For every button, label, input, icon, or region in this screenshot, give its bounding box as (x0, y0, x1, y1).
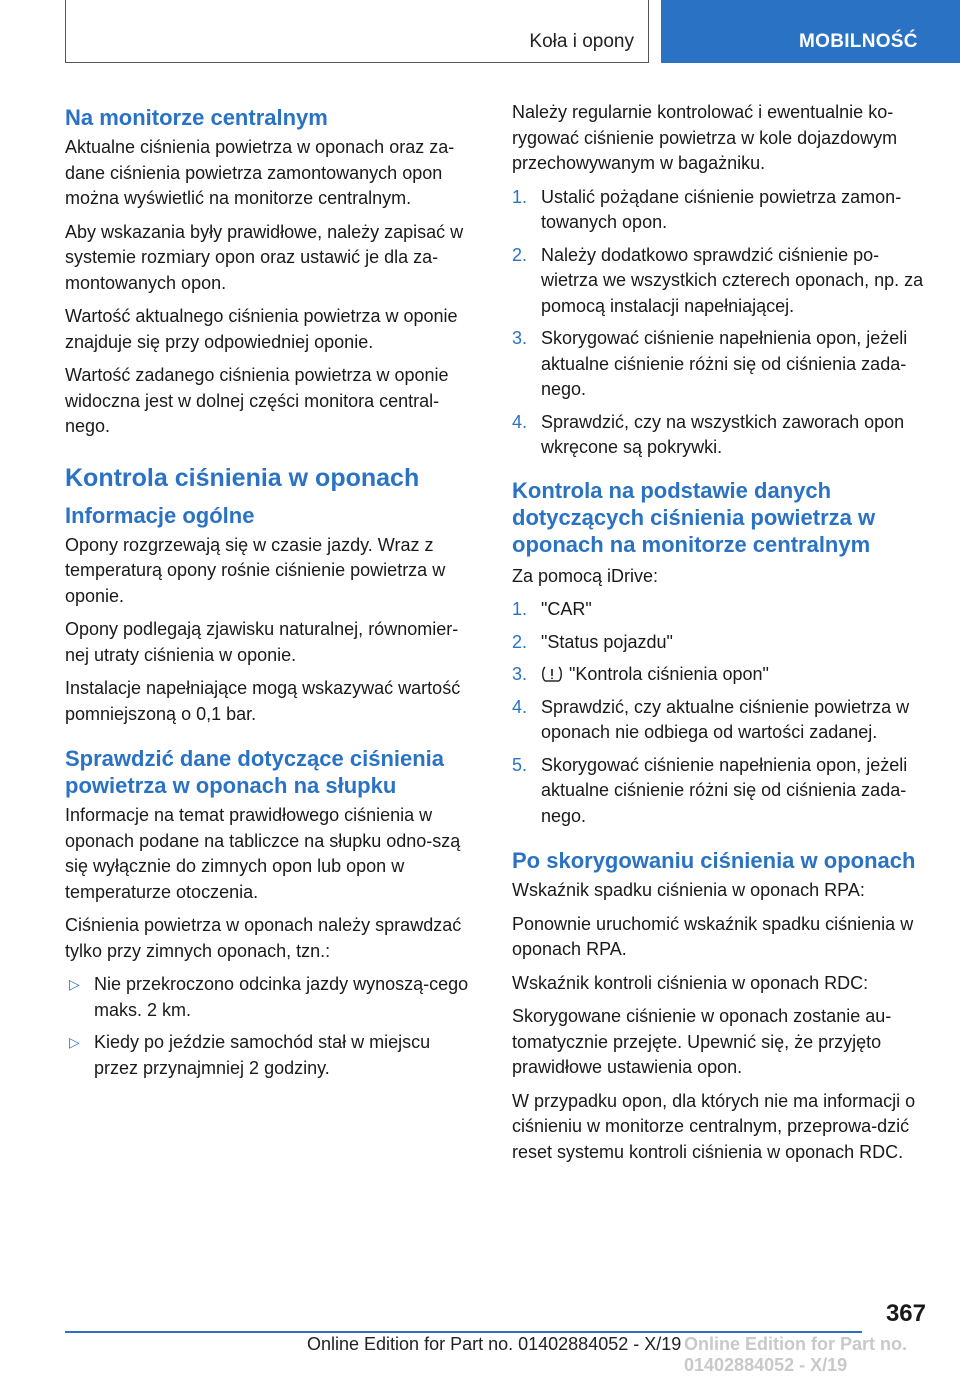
step-number: 1. (512, 186, 528, 207)
step-number: 2. (512, 631, 528, 652)
paragraph: Opony podlegają zjawisku naturalnej, równomier-nej utraty ciśnienia w oponie. (65, 619, 459, 665)
paragraph: Skorygowane ciśnienie w oponach zostanie au-tomatycznie przejęte. Upewnić się, że przyjęto prawidłowe ustawienia opon. (512, 1006, 892, 1077)
step-text: Ustalić pożądane ciśnienie powietrza zamon-towanych opon. (541, 186, 902, 232)
heading-informacje-ogolne: Informacje ogólne (65, 502, 255, 528)
heading-kontrola-cisnienia: Kontrola ciśnienia w oponach (65, 463, 420, 492)
step-number: 4. (512, 696, 528, 717)
paragraph: Należy regularnie kontrolować i ewentualnie ko-rygować ciśnienie powietrza w kole dojazdowym przechowywanym w bagażniku. (512, 102, 898, 173)
tire-pressure-warning-icon (541, 666, 563, 682)
step-number: 3. (512, 328, 528, 348)
list-item-text: Kiedy po jeździe samochód stał w miejscu przez przynajmniej 2 godziny. (94, 1032, 431, 1078)
paragraph: Aktualne ciśnienia powietrza w oponach oraz za-dane ciśnienia powietrza zamontowanych opon można wyświetlić na monitorze centralnym. (65, 137, 455, 208)
step-number: 3. (512, 664, 528, 684)
right-column (512, 100, 926, 1173)
paragraph: Informacje na temat prawidłowego ciśnienia w oponach podane na tabliczce na słupku odno-szą się wyłącznie do zimnych opon lub opon w temperaturze otoczenia. (65, 805, 461, 902)
paragraph: Za pomocą iDrive: (512, 565, 659, 586)
heading-po-skorygowaniu: Po skorygowaniu ciśnienia w oponach (512, 848, 916, 873)
paragraph: Ponownie uruchomić wskaźnik spadku ciśnienia w oponach RPA. (512, 913, 914, 959)
footer-divider (65, 1331, 862, 1333)
paragraph: W przypadku opon, dla których nie ma informacji o ciśnieniu w monitorze centralnym, przeprowa-dzić reset systemu kontroli ciśnienia w oponach RDC. (512, 1090, 916, 1162)
step-text: "Status pojazdu" (541, 631, 673, 652)
steps-list (512, 597, 926, 829)
list-item (512, 326, 926, 403)
list-item (512, 662, 926, 688)
step-text: Sprawdzić, czy aktualne ciśnienie powietrza w oponach nie odbiega od wartości zadanej. (541, 696, 910, 742)
list-item (512, 630, 926, 656)
triangle-bullet-icon: ▷ (69, 976, 80, 992)
footer-watermark: Online Edition for Part no. 01402884052 - X/19 (684, 1334, 907, 1375)
triangle-bullet-icon: ▷ (69, 1034, 80, 1050)
list-item (65, 1030, 479, 1081)
list-item (512, 243, 926, 320)
header-section-title: MOBILNOŚĆ (799, 31, 918, 52)
heading-na-monitorze: Na monitorze centralnym (65, 105, 328, 130)
paragraph: Wartość zadanego ciśnienia powietrza w oponie widoczna jest w dolnej części monitora central-nego. (65, 365, 449, 436)
step-text: Skorygować ciśnienie napełnienia opon, jeżeli aktualne ciśnienie różni się od ciśnienia zada-nego. (541, 754, 908, 826)
heading-kontrola-monitor: Kontrola na podstawie danych dotyczących ciśnienia powietrza w oponach na monitorze centralnym (512, 477, 876, 557)
step-text: Skorygować ciśnienie napełnienia opon, jeżeli aktualne ciśnienie różni się od ciśnienia zada-nego. (541, 328, 908, 399)
step-number: 1. (512, 599, 528, 619)
bullet-list (65, 972, 479, 1081)
step-number: 2. (512, 244, 528, 265)
header-chapter-box (65, 0, 649, 63)
list-item (65, 972, 479, 1023)
step-text: "CAR" (541, 599, 592, 619)
paragraph: Opony rozgrzewają się w czasie jazdy. Wraz z temperaturą opony rośnie ciśnienie powietrza w oponie. (65, 534, 446, 606)
steps-list (512, 185, 926, 461)
list-item-text: Nie przekroczono odcinka jazdy wynoszą-cego maks. 2 km. (94, 974, 469, 1020)
paragraph: Wskaźnik kontroli ciśnienia w oponach RDC: (512, 972, 869, 993)
step-number: 4. (512, 411, 528, 432)
list-item (512, 597, 926, 623)
step-text: Należy dodatkowo sprawdzić ciśnienie po-wietrza we wszystkich czterech oponach, np. za pomocą instalacji napełniającej. (541, 244, 924, 316)
step-text: "Kontrola ciśnienia opon" (569, 664, 769, 684)
list-item (512, 185, 926, 236)
paragraph: Wskaźnik spadku ciśnienia w oponach RPA: (512, 880, 865, 900)
step-text: Sprawdzić, czy na wszystkich zaworach opon wkręcone są pokrywki. (541, 411, 905, 457)
paragraph: Ciśnienia powietrza w oponach należy sprawdzać tylko przy zimnych oponach, tzn.: (65, 915, 462, 961)
paragraph: Wartość aktualnego ciśnienia powietrza w oponie znajduje się przy odpowiedniej oponie. (65, 306, 458, 352)
header-section-tab (661, 0, 960, 63)
list-item (512, 410, 926, 461)
paragraph: Aby wskazania były prawidłowe, należy zapisać w systemie rozmiary opon oraz ustawić je dla za-montowanych opon. (65, 221, 464, 293)
list-item (512, 753, 926, 830)
page-number: 367 (885, 1300, 926, 1327)
step-number: 5. (512, 754, 528, 775)
left-column (65, 100, 479, 1089)
paragraph: Instalacje napełniające mogą wskazywać wartość pomniejszoną o 0,1 bar. (65, 678, 461, 724)
header-chapter-title: Koła i opony (529, 31, 634, 52)
footer-edition: Online Edition for Part no. 01402884052 - X/19 (307, 1334, 682, 1354)
heading-sprawdzic-dane: Sprawdzić dane dotyczące ciśnienia powietrza w oponach na słupku (65, 746, 445, 798)
list-item (512, 695, 926, 746)
